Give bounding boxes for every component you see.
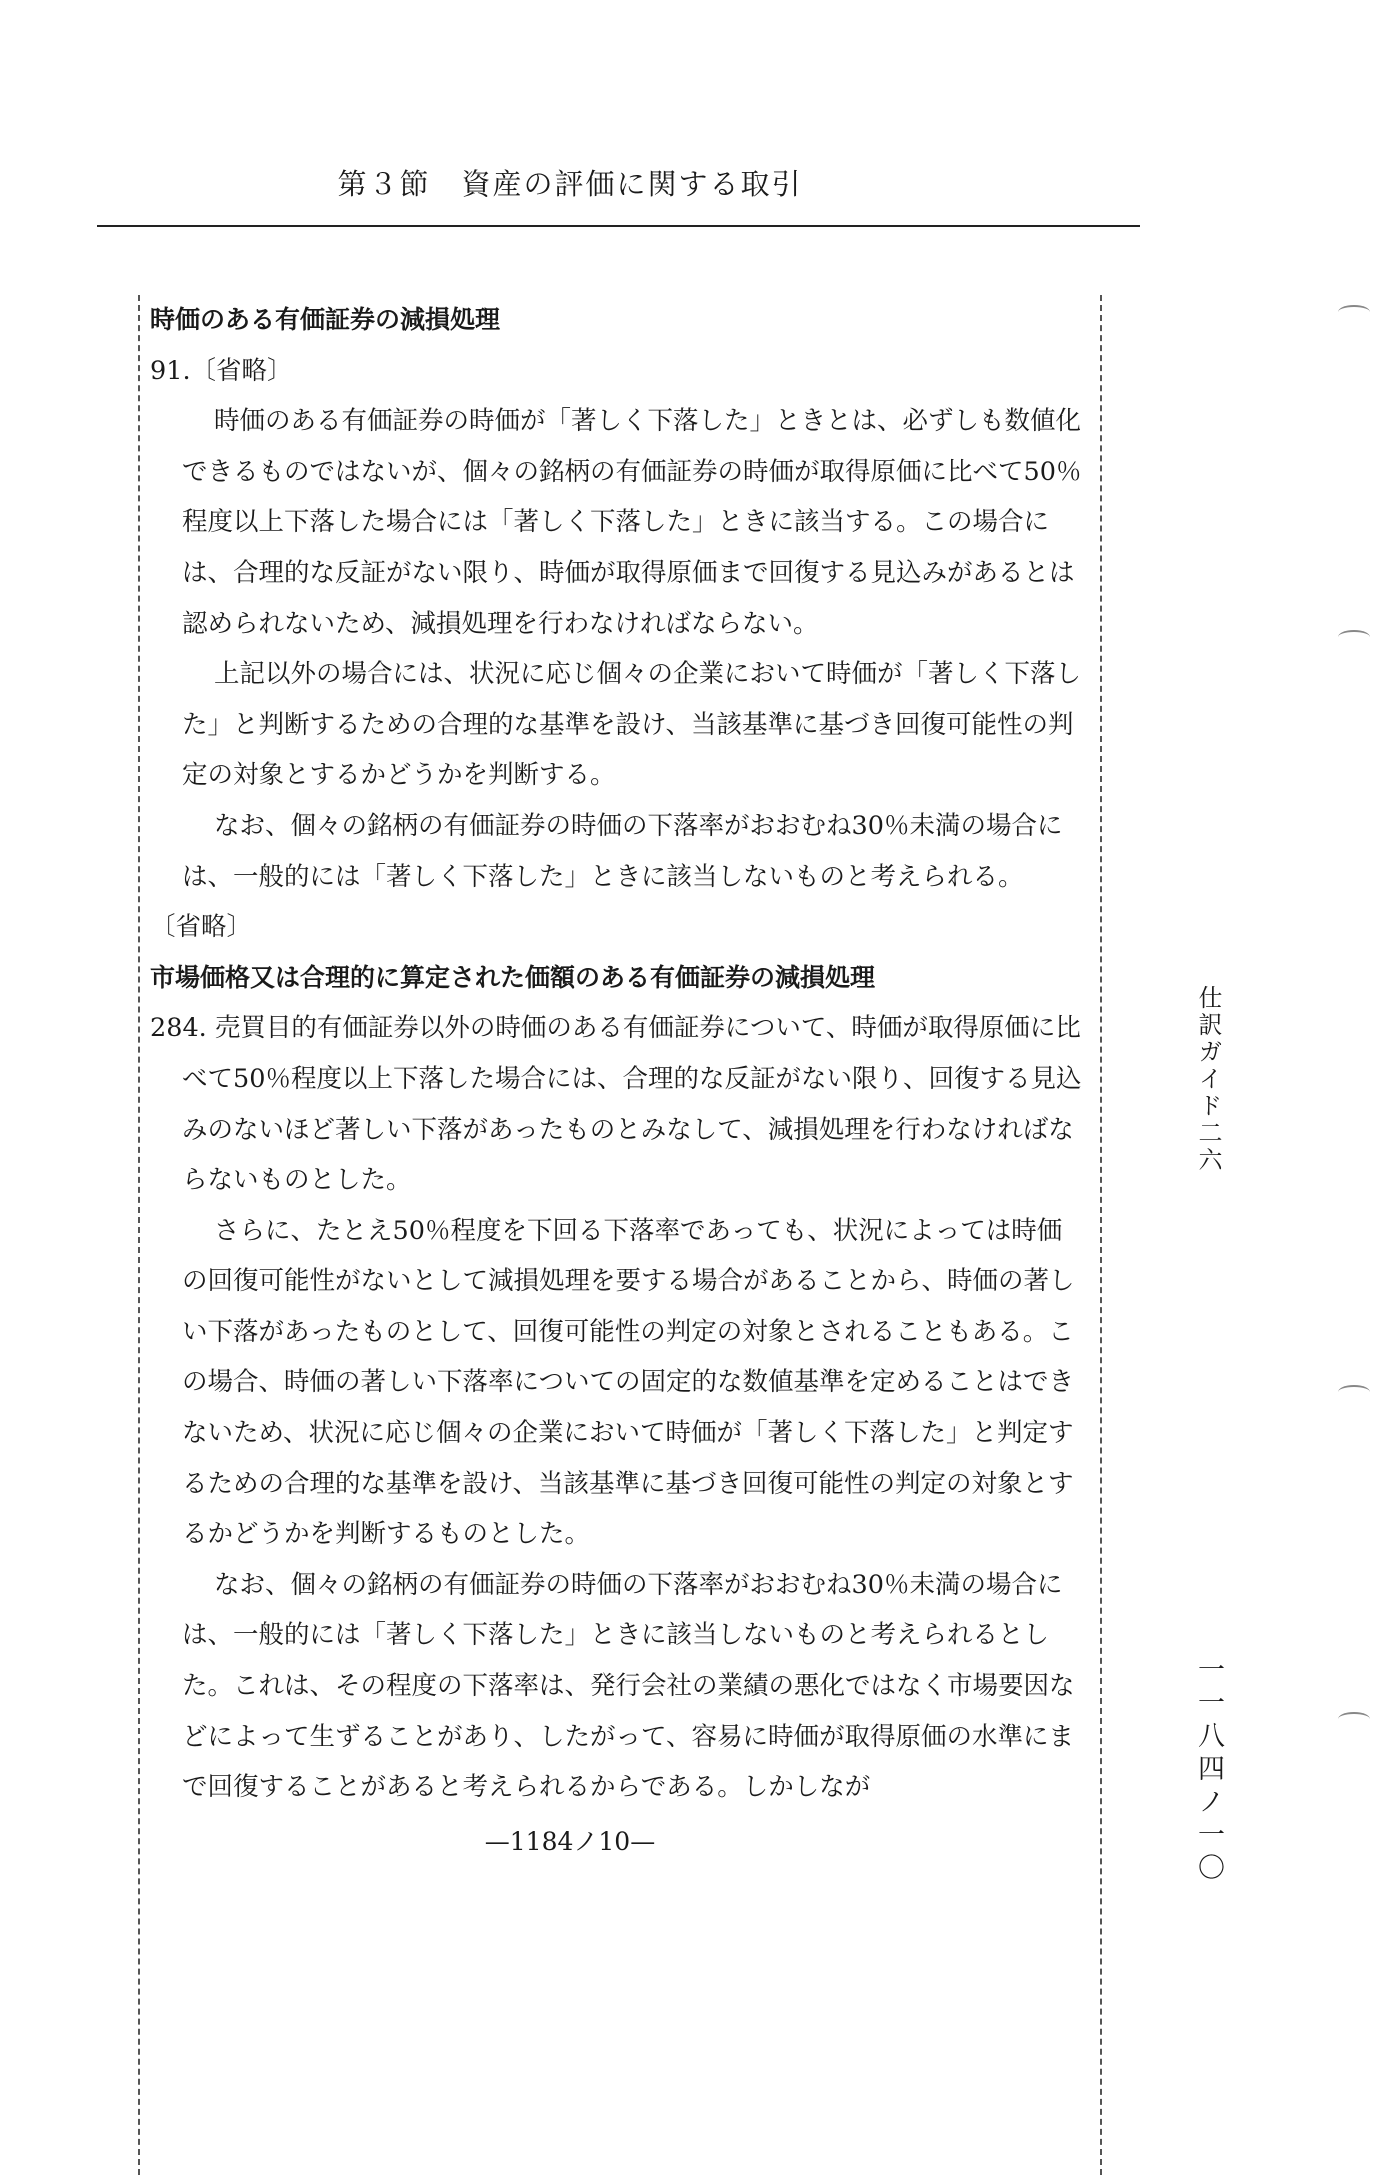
section-heading: 市場価格又は合理的に算定された価額のある有価証券の減損処理 (150, 962, 876, 992)
page-header-title: 第３節 資産の評価に関する取引 (337, 167, 803, 201)
side-label: 仕訳ガイド二六 (1194, 985, 1222, 1174)
paragraph: さらに、たとえ50％程度を下回る下落率であっても、状況によっては時価の回復可能性がないとして減損処理を要する場合があることから、時価の著しい下落があったものとして、回復可能性の判定の対象とされることもある。この場合、時価の著しい下落率についての固定的な数値基準を定めることはできないため、状況に応じ個々の企業において時価が「著しく下落した」と判定するための合理的な基準を設け、当該基準に基づき回復可能性の判定の対象とするかどうかを判断するものとした。 (182, 1215, 1075, 1550)
punch-mark (1338, 305, 1370, 319)
footer-page-number: —1184ノ10— (484, 1827, 656, 1856)
paragraph: 時価のある有価証券の時価が「著しく下落した」ときとは、必ずしも数値化できるものではないが、個々の銘柄の有価証券の時価が取得原価に比べて50％程度以上下落した場合には「著しく下落した」ときに該当する。この場合には、合理的な反証がない限り、時価が取得原価まで回復する見込みがあるとは認められないため、減損処理を行わなければならない。 (182, 406, 1082, 639)
punch-mark (1338, 630, 1370, 644)
item-paragraph: 284. 売買目的有価証券以外の時価のある有価証券について、時価が取得原価に比べて50％程度以上下落した場合には、合理的な反証がない限り、回復する見込みのないほど著しい下落があったものとみなして、減損処理を行わなければならないものとした。 (150, 1013, 1082, 1196)
paragraph: なお、個々の銘柄の有価証券の時価の下落率がおおむね30％未満の場合には、一般的には「著しく下落した」ときに該当しないものと考えられる。 (182, 810, 1063, 892)
paragraph: なお、個々の銘柄の有価証券の時価の下落率がおおむね30％未満の場合には、一般的には「著しく下落した」ときに該当しないものと考えられるとした。これは、その程度の下落率は、発行会社の業績の悪化ではなく市場要因などによって生ずることがあり、したがって、容易に時価が取得原価の水準にまで回復することがあると考えられるからである。しかしなが (182, 1569, 1075, 1803)
omitted-note: 〔省略〕 (150, 912, 253, 943)
punch-mark (1338, 1712, 1370, 1726)
section-heading: 時価のある有価証券の減損処理 (150, 305, 501, 334)
header-rule (97, 225, 1140, 227)
item-label: 91.〔省略〕 (150, 355, 293, 386)
paragraph: 上記以外の場合には、状況に応じ個々の企業において時価が「著しく下落した」と判断するための合理的な基準を設け、当該基準に基づき回復可能性の判定の対象とするかどうかを判断する。 (182, 659, 1082, 791)
side-page-number: 一一八四ノ一〇 (1193, 1655, 1224, 1886)
punch-mark (1338, 1385, 1370, 1399)
content (150, 295, 1085, 1813)
